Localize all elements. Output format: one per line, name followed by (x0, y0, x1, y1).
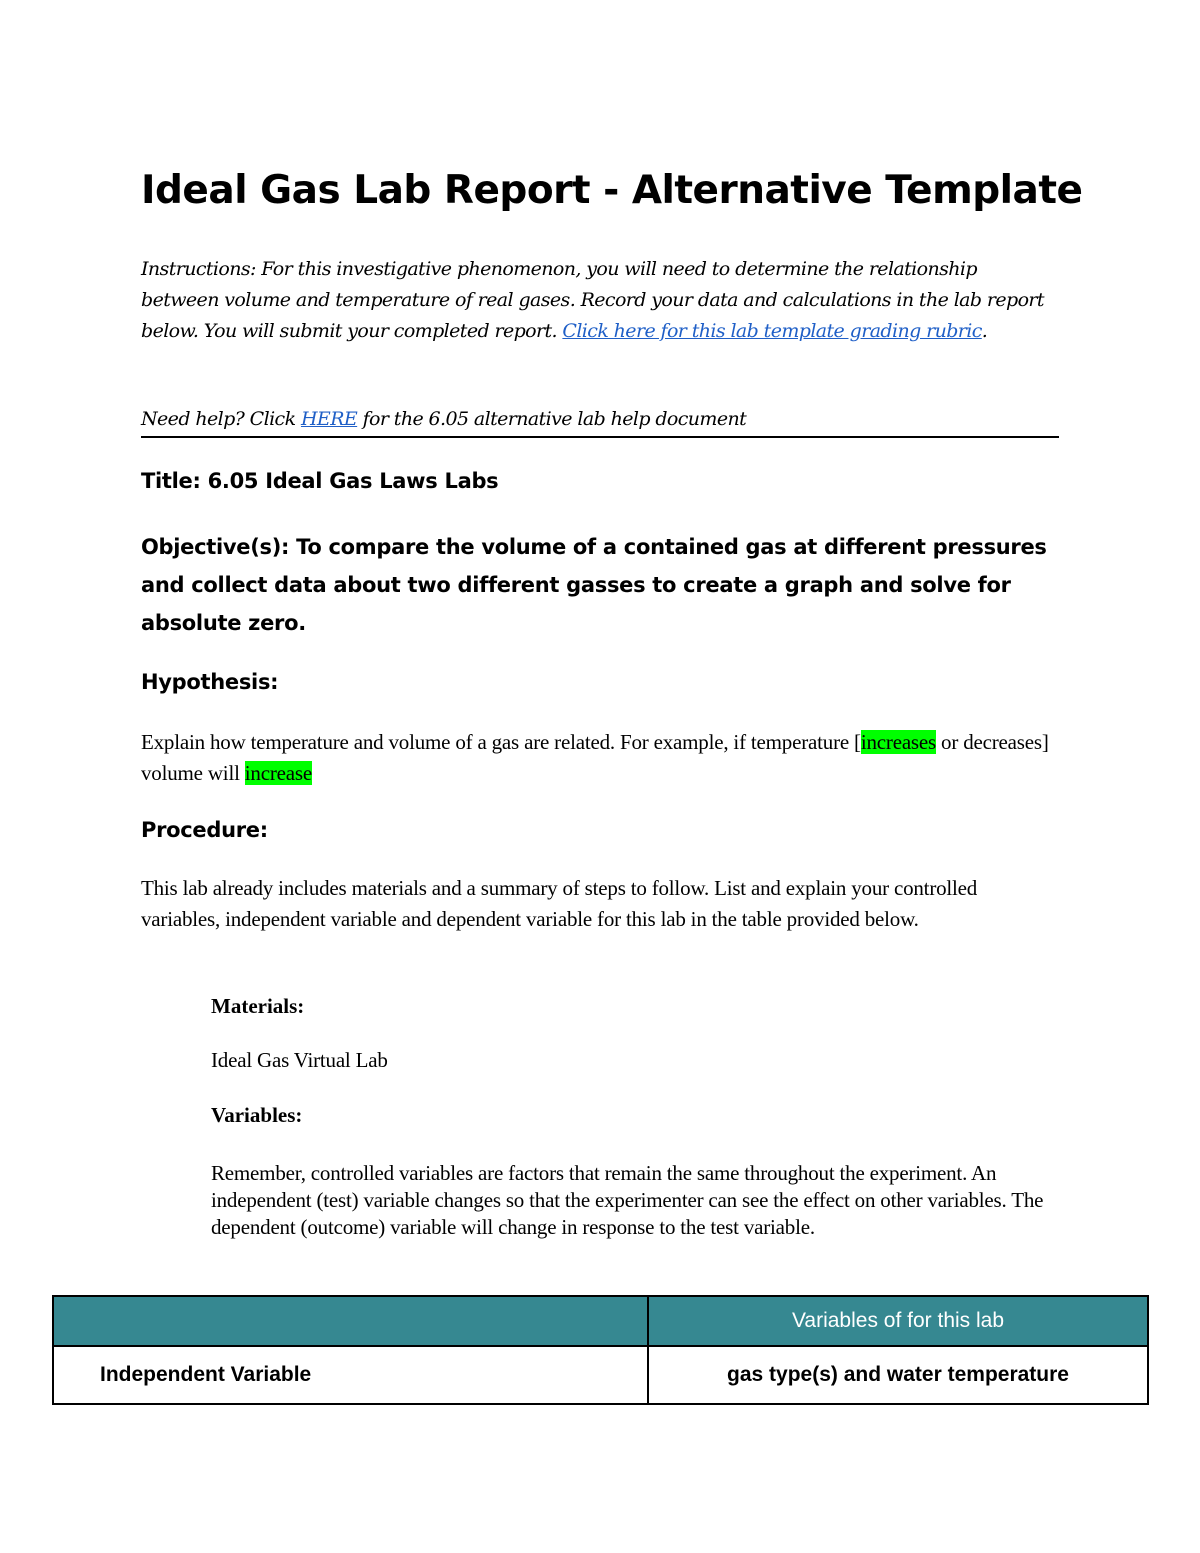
help-document-link[interactable]: HERE (300, 408, 358, 430)
variables-heading: Variables: (211, 1103, 303, 1127)
procedure-heading: Procedure: (141, 818, 268, 842)
variables-text: Remember, controlled variables are factors that remain the same throughout the experiment. An independent (test) variable changes so that the experimenter can see the effect on other variables. The dependent (outcome) variable will change in response to the test variable. (211, 1161, 1044, 1239)
document-title: Ideal Gas Lab Report - Alternative Template (141, 168, 1083, 213)
hypothesis-part2: or decreases] volume will (141, 730, 1049, 785)
table-row (53, 1346, 1148, 1404)
independent-variable-label: Independent Variable (53, 1346, 648, 1404)
hypothesis-heading: Hypothesis: (141, 670, 279, 694)
help-suffix: for the 6.05 alternative lab help document (357, 408, 747, 430)
objective-text: Objective(s): To compare the volume of a contained gas at different pressures and collect data about two different gasses to create a graph and solve for absolute zero. (141, 535, 1047, 635)
grading-rubric-link[interactable]: Click here for this lab template grading rubric (562, 320, 982, 342)
table-header-empty (53, 1296, 648, 1346)
highlight-increases: increases (860, 730, 936, 754)
hypothesis-text (141, 727, 1059, 789)
hypothesis-part1: Explain how temperature and volume of a gas are related. For example, if temperature [ (141, 730, 861, 754)
table-header-row (53, 1296, 1148, 1346)
help-prefix: Need help? Click (141, 408, 301, 430)
variables-table (52, 1295, 1149, 1405)
table-header-variables: Variables of for this lab (648, 1296, 1148, 1346)
report-title: Title: 6.05 Ideal Gas Laws Labs (141, 469, 499, 493)
instructions-trailing: . (981, 320, 988, 342)
independent-variable-value: gas type(s) and water temperature (648, 1346, 1148, 1404)
procedure-text: This lab already includes materials and a summary of steps to follow. List and explain your controlled variables, independent variable and dependent variable for this lab in the table provided below. (141, 876, 978, 931)
materials-text: Ideal Gas Virtual Lab (211, 1048, 388, 1072)
materials-heading: Materials: (211, 994, 305, 1018)
instructions-paragraph (141, 254, 1046, 347)
highlight-increase: increase (244, 761, 312, 785)
instructions-text: Instructions: For this investigative phenomenon, you will need to determine the relationship between volume and temperature of real gases. Record your data and calculations in the lab report below. You will submit your completed report. (141, 258, 1044, 342)
help-line (141, 404, 1059, 438)
